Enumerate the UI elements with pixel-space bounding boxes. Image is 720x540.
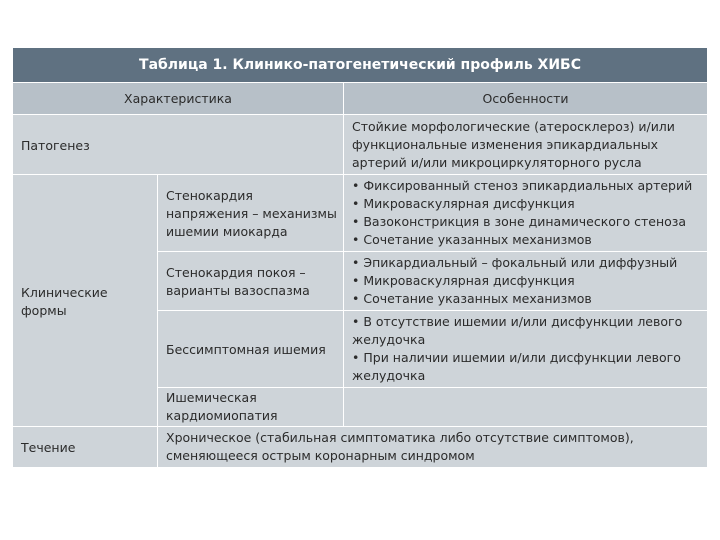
clinical-form-row [13,175,708,252]
clinical-form-name: Стенокардия напряжения – механизмы ишемии миокарда [158,175,344,252]
title-row [13,48,708,83]
feature-list [352,177,701,249]
feature-item: • Вазоконстрикция в зоне динамического стеноза [352,213,701,231]
feature-item: • Микроваскулярная дисфункция [352,195,701,213]
clinical-form-name: Бессимптомная ишемия [158,311,344,388]
clinical-forms-label: Клинические формы [13,175,158,427]
feature-item: • При наличии ишемии и/или дисфункции левого желудочка [352,349,701,385]
course-label: Течение [13,427,158,468]
clinical-form-features [344,311,708,388]
feature-item: • Сочетание указанных механизмов [352,231,701,249]
clinical-form-features [344,252,708,311]
feature-item: • В отсутствие ишемии и/или дисфункции левого желудочка [352,313,701,349]
feature-item: • Сочетание указанных механизмов [352,290,701,308]
feature-list [352,254,701,308]
header-features: Особенности [344,83,708,115]
pathogenesis-text: Стойкие морфологические (атеросклероз) и/или функциональные изменения эпикардиальных артерий и/или микроциркуляторного русла [344,115,708,175]
clinical-form-features [344,175,708,252]
clinical-form-name: Стенокардия покоя – варианты вазоспазма [158,252,344,311]
table-title: Таблица 1. Клинико-патогенетический профиль ХИБС [13,48,708,83]
course-text: Хроническое (стабильная симптоматика либо отсутствие симптомов), сменяющееся острым коронарным синдромом [158,427,708,468]
feature-list [352,313,701,385]
feature-item: • Фиксированный стеноз эпикардиальных артерий [352,177,701,195]
clinical-form-features [344,388,708,427]
clinical-form-name: Ишемическая кардиомиопатия [158,388,344,427]
pathogenesis-row [13,115,708,175]
feature-item: • Эпикардиальный – фокальный или диффузный [352,254,701,272]
clinical-profile-table [12,47,708,468]
header-characteristic: Характеристика [13,83,344,115]
header-row [13,83,708,115]
feature-item: • Микроваскулярная дисфункция [352,272,701,290]
course-row [13,427,708,468]
pathogenesis-label: Патогенез [13,115,344,175]
